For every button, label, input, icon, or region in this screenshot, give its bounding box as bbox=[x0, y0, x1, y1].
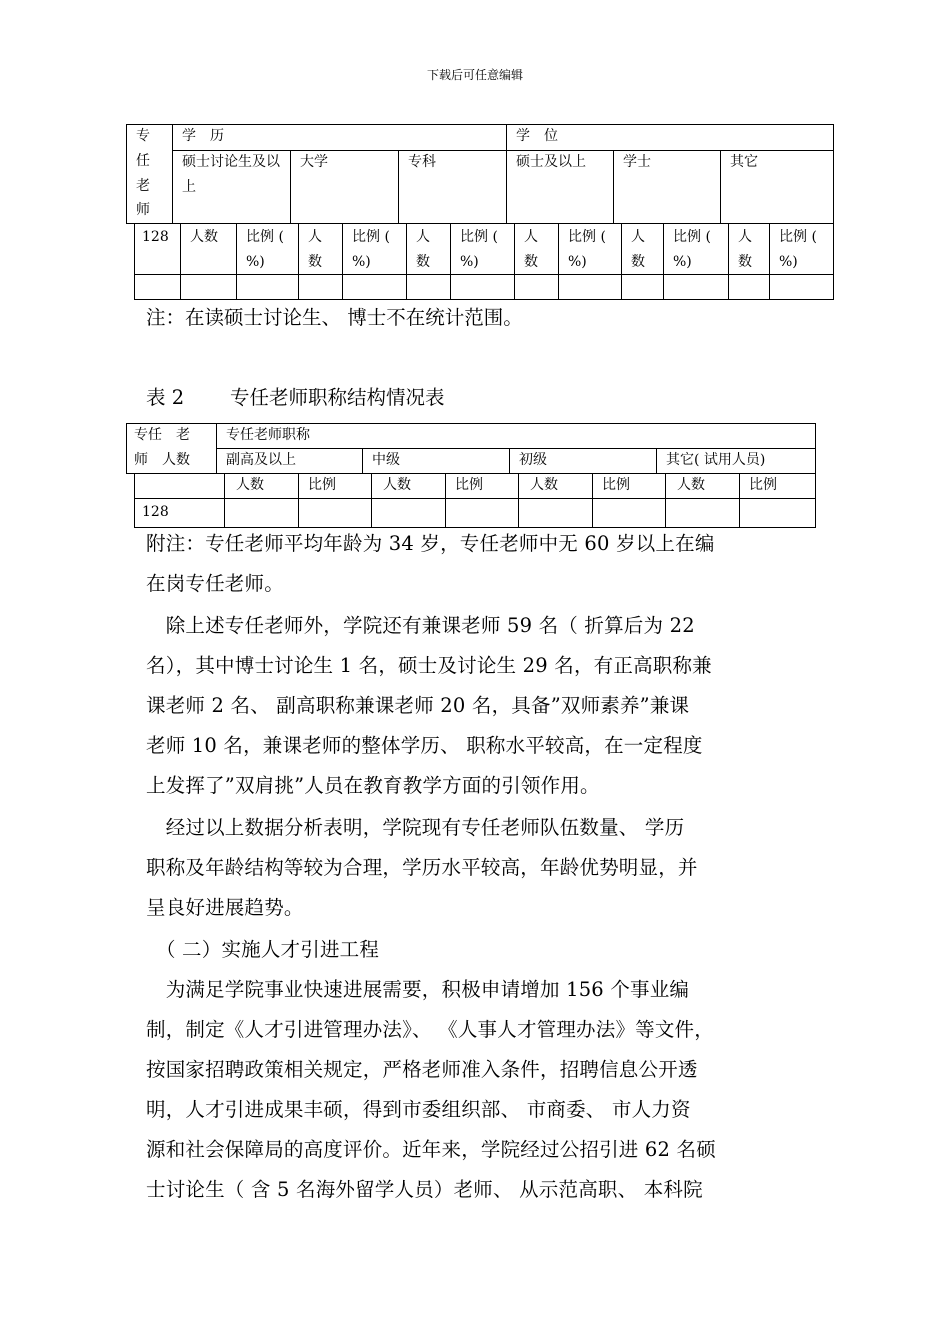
table2-title: 专任老师职称结构情况表 bbox=[230, 386, 445, 409]
count-char: 数 bbox=[416, 254, 430, 270]
sub-header-count: 人数 bbox=[677, 477, 705, 493]
sub-header-count: 人数 bbox=[236, 477, 264, 493]
count-char: 人 bbox=[416, 229, 430, 245]
col-header-master-degree: 硕士及以上 bbox=[516, 154, 586, 170]
text-line: 老师 10 名，兼课老师的整体学历、 职称水平较高，在一定程度 bbox=[146, 734, 703, 757]
text-line: 课老师 2 名、 副高职称兼课老师 20 名，具备”双师素养”兼课 bbox=[146, 694, 690, 717]
sub-header-ratio: 比例 bbox=[308, 477, 336, 493]
text-line: 士讨论生（ 含 5 名海外留学人员）老师、 从示范高职、 本科院 bbox=[146, 1178, 703, 1201]
col-header-junior: 初级 bbox=[519, 452, 547, 468]
text-line: 源和社会保障局的高度评价。近年来，学院经过公招引进 62 名硕 bbox=[146, 1138, 716, 1161]
col-header-master-above: 硕士讨论生及以上 bbox=[182, 154, 280, 195]
ratio-label: 比例 ( bbox=[352, 229, 390, 245]
page-header: 下载后可任意编辑 bbox=[426, 68, 523, 82]
col-header-bachelor-degree: 学士 bbox=[623, 154, 651, 170]
paragraph-appendix-note bbox=[146, 524, 816, 604]
col-header-bachelor-school: 大学 bbox=[300, 154, 328, 170]
teacher-count: 128 bbox=[142, 504, 169, 520]
paragraph-part-time-teachers bbox=[146, 606, 816, 806]
sub-header-ratio: 比例 bbox=[749, 477, 777, 493]
ratio-label: 比例 ( bbox=[460, 229, 498, 245]
ratio-label: 比例 ( bbox=[779, 229, 817, 245]
count-char: 数 bbox=[631, 254, 645, 270]
col-header-junior-college: 专科 bbox=[408, 154, 436, 170]
text-line: 明，人才引进成果丰硕，得到市委组织部、 市商委、 市人力资 bbox=[146, 1098, 691, 1121]
text-line: 除上述专任老师外，学院还有兼课老师 59 名（ 折算后为 22 bbox=[146, 614, 695, 637]
col-header-intermediate: 中级 bbox=[372, 452, 400, 468]
row-label-char: 任 bbox=[136, 153, 150, 169]
group-header-title: 专任老师职称 bbox=[226, 427, 310, 443]
sub-header-count: 人数 bbox=[530, 477, 558, 493]
count-char: 人 bbox=[308, 229, 322, 245]
row-label-line: 师 人数 bbox=[134, 452, 190, 468]
count-char: 数 bbox=[738, 254, 752, 270]
sub-header-count: 人数 bbox=[190, 229, 218, 245]
section-heading bbox=[146, 930, 816, 970]
count-char: 数 bbox=[524, 254, 538, 270]
text-line: 在岗专任老师。 bbox=[146, 572, 284, 595]
text-line: 名），其中博士讨论生 1 名，硕士及讨论生 29 名，有正高职称兼 bbox=[146, 654, 712, 677]
col-header-senior: 副高及以上 bbox=[226, 452, 296, 468]
ratio-unit: %) bbox=[568, 254, 587, 270]
ratio-label: 比例 ( bbox=[568, 229, 606, 245]
ratio-unit: %) bbox=[460, 254, 479, 270]
col-header-other: 其它( 试用人员) bbox=[666, 452, 766, 468]
ratio-unit: %) bbox=[673, 254, 692, 270]
table-title-structure bbox=[0, 0, 950, 530]
count-char: 数 bbox=[308, 254, 322, 270]
table1-note: 注：在读硕士讨论生、 博士不在统计范围。 bbox=[146, 306, 523, 329]
text-line: 制，制定《人才引进管理办法》、 《人事人才管理办法》等文件， bbox=[146, 1018, 714, 1041]
row-label-char: 专 bbox=[136, 128, 150, 144]
table2-number: 表 2 bbox=[146, 386, 185, 409]
text-line: 上发挥了”双肩挑”人员在教育教学方面的引领作用。 bbox=[146, 774, 600, 797]
ratio-label: 比例 ( bbox=[673, 229, 711, 245]
paragraph-analysis bbox=[146, 808, 816, 928]
sub-header-count: 人数 bbox=[383, 477, 411, 493]
row-label-line: 专任 老 bbox=[134, 427, 190, 443]
ratio-label: 比例 ( bbox=[246, 229, 284, 245]
ratio-unit: %) bbox=[246, 254, 265, 270]
teacher-count: 128 bbox=[142, 229, 169, 245]
ratio-unit: %) bbox=[779, 254, 798, 270]
sub-header-ratio: 比例 bbox=[602, 477, 630, 493]
group-header-degree: 学 位 bbox=[516, 128, 558, 144]
row-label-char: 老 bbox=[136, 178, 150, 194]
sub-header-ratio: 比例 bbox=[455, 477, 483, 493]
group-header-education: 学 历 bbox=[182, 128, 224, 144]
text-line: 按国家招聘政策相关规定，严格老师准入条件，招聘信息公开透 bbox=[146, 1058, 698, 1081]
col-header-other: 其它 bbox=[730, 154, 758, 170]
text-line: 为满足学院事业快速进展需要，积极申请增加 156 个事业编 bbox=[146, 978, 690, 1001]
text-line: 呈良好进展趋势。 bbox=[146, 896, 304, 919]
count-char: 人 bbox=[631, 229, 645, 245]
text-line: 职称及年龄结构等较为合理，学历水平较高，年龄优势明显，并 bbox=[146, 856, 698, 879]
count-char: 人 bbox=[738, 229, 752, 245]
count-char: 人 bbox=[524, 229, 538, 245]
text-line: 经过以上数据分析表明，学院现有专任老师队伍数量、 学历 bbox=[146, 816, 685, 839]
ratio-unit: %) bbox=[352, 254, 371, 270]
paragraph-talent-introduction bbox=[146, 970, 816, 1210]
text-line: 附注：专任老师平均年龄为 34 岁，专任老师中无 60 岁以上在编 bbox=[146, 532, 715, 555]
text-line: （ 二）实施人才引进工程 bbox=[146, 938, 380, 961]
row-label-char: 师 bbox=[136, 202, 150, 218]
